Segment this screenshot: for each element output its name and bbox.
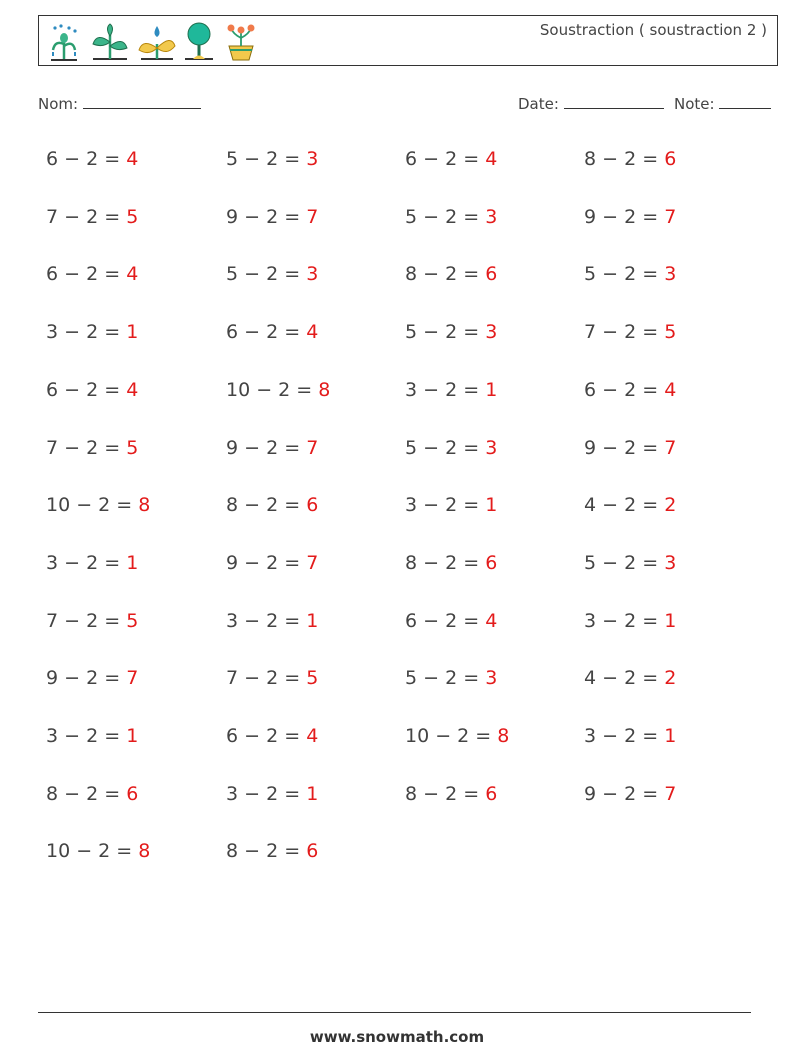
problem-question: 10 − 2 = [46,494,139,517]
problem-question: 5 − 2 = [405,205,486,228]
problem-item [46,206,138,228]
tree-icon [183,22,215,62]
problem-question: 6 − 2 = [226,725,307,747]
problem-item [584,783,676,805]
problem-item [226,610,318,632]
problem-question: 3 − 2 = [405,494,486,517]
problem-answer: 1 [485,378,498,401]
problem-answer: 4 [126,148,139,170]
problem-item [226,667,318,689]
problem-item [405,379,497,401]
problem-question: 8 − 2 = [226,494,307,517]
problem-item [46,725,138,747]
problem-answer: 1 [126,725,139,747]
problem-question: 5 − 2 = [226,148,307,170]
problem-item [405,725,509,747]
problem-question: 10 − 2 = [405,725,498,747]
problem-item [226,321,318,343]
problem-answer: 6 [485,263,498,286]
problem-answer: 1 [485,494,498,517]
problem-question: 8 − 2 = [405,782,486,805]
problem-question: 6 − 2 = [46,378,127,401]
problem-question: 9 − 2 = [584,205,665,228]
problem-item [226,206,318,228]
problem-question: 5 − 2 = [405,321,486,344]
problem-item [405,610,497,632]
problem-question: 6 − 2 = [584,378,665,401]
sprout-icon [89,22,131,62]
problem-item [584,610,676,632]
problem-item [46,667,138,689]
grade-field [674,94,771,113]
problem-answer: 5 [126,205,139,228]
problem-answer: 7 [664,205,677,228]
problem-question: 5 − 2 = [405,436,486,459]
problem-item [405,148,497,170]
problem-answer: 6 [664,148,677,170]
problem-answer: 8 [497,725,510,747]
problem-item [584,437,676,459]
problem-answer: 7 [306,551,319,574]
problem-question: 8 − 2 = [226,840,307,863]
problem-item [584,148,676,170]
problem-answer: 3 [306,263,319,286]
problem-question: 9 − 2 = [584,782,665,805]
problem-question: 5 − 2 = [226,263,307,286]
problem-item [46,321,138,343]
problem-answer: 6 [306,494,319,517]
watering-plant-icon [45,22,83,62]
problem-question: 3 − 2 = [226,609,307,632]
worksheet-header [38,15,778,66]
problem-question: 8 − 2 = [46,782,127,805]
problem-question: 3 − 2 = [584,609,665,632]
problem-answer: 3 [664,263,677,286]
problem-question: 8 − 2 = [584,148,665,170]
header-icons [45,20,261,64]
problem-item [405,437,497,459]
problem-answer: 7 [126,667,139,690]
problem-answer: 1 [664,725,677,747]
problem-answer: 8 [138,840,151,863]
problem-answer: 4 [126,378,139,401]
problem-answer: 4 [306,321,319,344]
problem-question: 5 − 2 = [405,667,486,690]
problem-question: 7 − 2 = [584,321,665,344]
problem-item [405,494,497,516]
problem-item [46,783,138,805]
problem-item [226,552,318,574]
name-field [38,94,201,113]
problem-item [584,667,676,689]
problem-answer: 6 [306,840,319,863]
name-blank [83,94,201,109]
problem-question: 5 − 2 = [584,263,665,286]
problem-answer: 1 [126,551,139,574]
problem-question: 3 − 2 = [226,782,307,805]
problem-answer: 4 [306,725,319,747]
problem-question: 4 − 2 = [584,494,665,517]
problem-item [584,379,676,401]
problem-item [46,552,138,574]
problem-answer: 4 [126,263,139,286]
problem-question: 7 − 2 = [46,436,127,459]
problem-item [584,552,676,574]
problem-question: 8 − 2 = [405,551,486,574]
problem-item [46,610,138,632]
problem-item [584,206,676,228]
problem-item [226,783,318,805]
problem-item [46,494,150,516]
date-label: Date: [518,95,559,113]
worksheet-title: Soustraction ( soustraction 2 ) [539,21,767,39]
problem-answer: 6 [485,782,498,805]
name-label: Nom: [38,95,79,113]
problem-answer: 5 [664,321,677,344]
problem-question: 6 − 2 = [46,148,127,170]
seedling-water-drop-icon [137,22,177,62]
problem-question: 9 − 2 = [584,436,665,459]
problem-question: 9 − 2 = [46,667,127,690]
problem-item [226,263,318,285]
problem-answer: 7 [664,436,677,459]
problem-answer: 3 [485,321,498,344]
problem-item [584,725,676,747]
problem-answer: 3 [485,667,498,690]
problem-answer: 4 [485,148,498,170]
problem-question: 10 − 2 = [226,378,319,401]
problem-answer: 3 [664,551,677,574]
problem-question: 9 − 2 = [226,436,307,459]
problem-item [46,148,138,170]
problem-item [405,263,497,285]
problem-question: 7 − 2 = [226,667,307,690]
problem-item [46,379,138,401]
grade-label: Note: [674,95,715,113]
problem-answer: 7 [306,205,319,228]
problem-question: 8 − 2 = [405,263,486,286]
problem-question: 6 − 2 = [405,148,486,170]
problem-item [226,840,318,862]
problem-answer: 3 [485,205,498,228]
problem-question: 6 − 2 = [226,321,307,344]
problem-answer: 1 [306,609,319,632]
problem-question: 4 − 2 = [584,667,665,690]
problem-item [46,840,150,862]
problem-item [405,667,497,689]
problem-question: 3 − 2 = [46,321,127,344]
problem-question: 6 − 2 = [405,609,486,632]
footer-url: www.snowmath.com [309,1028,485,1046]
problem-answer: 5 [126,609,139,632]
problem-answer: 8 [318,378,331,401]
problem-answer: 2 [664,667,677,690]
problem-answer: 5 [126,436,139,459]
problem-question: 9 − 2 = [226,205,307,228]
problem-item [226,148,318,170]
problem-item [584,494,676,516]
problem-question: 7 − 2 = [46,609,127,632]
footer-divider [38,1012,751,1013]
problem-item [46,263,138,285]
problem-answer: 6 [485,551,498,574]
problem-answer: 5 [306,667,319,690]
problem-item [226,494,318,516]
problem-question: 3 − 2 = [405,378,486,401]
problem-answer: 3 [485,436,498,459]
problem-question: 5 − 2 = [584,551,665,574]
problem-answer: 1 [126,321,139,344]
problem-question: 3 − 2 = [46,725,127,747]
problem-item [226,725,318,747]
date-blank [564,94,664,109]
problem-answer: 8 [138,494,151,517]
problem-item [405,552,497,574]
grade-blank [719,94,771,109]
problem-answer: 4 [664,378,677,401]
problem-question: 3 − 2 = [584,725,665,747]
problem-item [584,321,676,343]
problem-item [226,379,330,401]
date-field [518,94,664,113]
problem-item [405,321,497,343]
problem-answer: 7 [306,436,319,459]
problem-item [46,437,138,459]
problem-answer: 1 [306,782,319,805]
problem-answer: 2 [664,494,677,517]
problem-answer: 3 [306,148,319,170]
problem-answer: 1 [664,609,677,632]
problem-answer: 7 [664,782,677,805]
problem-question: 10 − 2 = [46,840,139,863]
potted-flower-icon [221,22,261,62]
problem-question: 6 − 2 = [46,263,127,286]
problem-item [405,783,497,805]
problem-answer: 4 [485,609,498,632]
problem-item [226,437,318,459]
problem-item [405,206,497,228]
problem-question: 7 − 2 = [46,205,127,228]
problem-item [584,263,676,285]
problem-question: 9 − 2 = [226,551,307,574]
problem-question: 3 − 2 = [46,551,127,574]
problem-answer: 6 [126,782,139,805]
